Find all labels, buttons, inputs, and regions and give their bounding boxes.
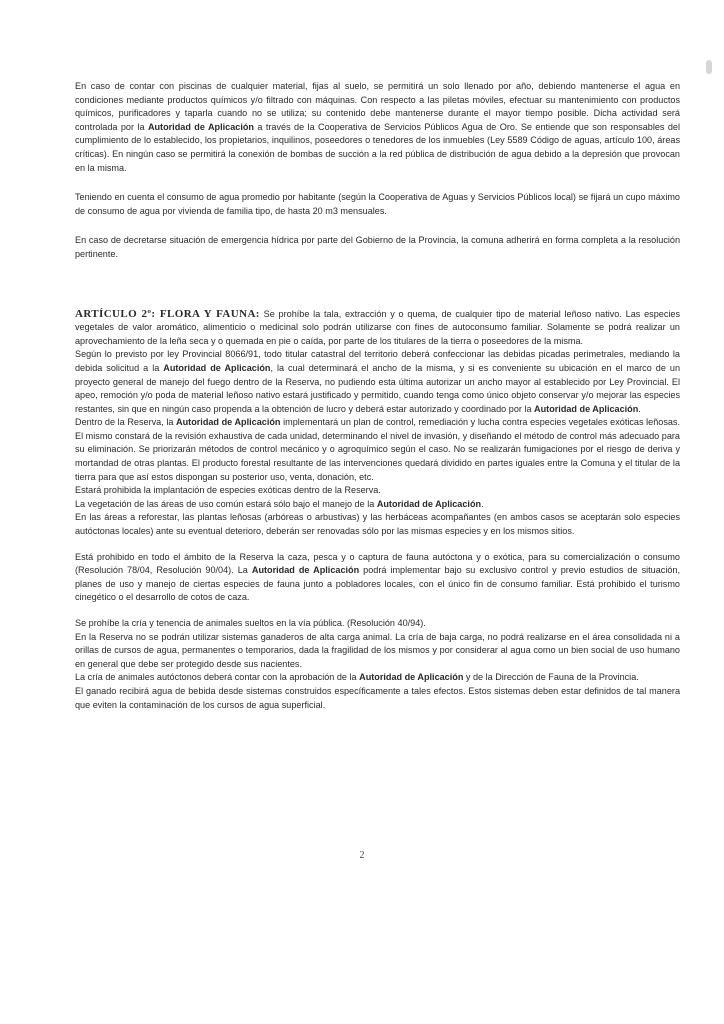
text-run: a través de la Cooperativa de Servicios Públicos Agua de Oro. Se entiende que son responsables del cumplimiento de lo establecido, los propietarios, inquilinos, poseedores o tenedores de los inmuebles (Ley 5589 Código de aguas, artículo 100, áreas críticas). En ningún caso se permitirá la conexión de bombas de succión a la red pública de distribución de agua debido a la depresión que provocan en la misma. — [75, 121, 681, 173]
bold-term: Autoridad de Aplicación — [376, 498, 482, 509]
paragraph-piscinas — [75, 80, 680, 175]
bold-term: Autoridad de Aplicación — [176, 417, 281, 428]
text-run: En la Reserva no se podrán utilizar sistemas ganaderos de alta carga animal. La cría de baja carga, no podrá realizarse en el área consolidada ni a orillas de cursos de agua, permanentes o temporarios, dada la fragilidad de los mismos y por considerar al agua como un bien social de uso humano en general que debe ser protegido desde sus nacientes. — [75, 631, 680, 669]
page-number: 2 — [359, 850, 365, 861]
text-run: La vegetación de las áreas de uso común estará sólo bajo el manejo de la — [75, 498, 377, 509]
text-run: y de la Dirección de Fauna de la Provincia. — [463, 672, 639, 683]
article-2-intro — [75, 308, 680, 349]
text-run: Teniendo en cuenta el consumo de agua promedio por habitante (según la Cooperativa de Aguas y Servicios Públicos local) se fijará un cupo máximo de consumo de agua por vivienda de familia tipo, de hasta 20 m3 mensuales. — [75, 192, 680, 216]
paragraph-fauna — [75, 551, 680, 605]
bold-term: Autoridad de Aplicación — [147, 121, 254, 132]
paragraph-picadas — [75, 348, 680, 416]
paragraph-uso-comun — [75, 498, 680, 512]
spacer — [75, 539, 680, 551]
document-body — [75, 80, 680, 712]
bold-term: Autoridad de Aplicación — [359, 672, 464, 683]
text-run: El ganado recibirá agua de bebida desde sistemas construidos específicamente a tales efectos. Estos sistemas deben estar definidos de tal manera que eviten la contaminación de los cursos de agua superficial. — [75, 685, 680, 710]
text-run: Está prohibido en todo el ámbito de la Reserva la caza, pesca y o captura de fauna autóctona y o exótica, para su comercialización o consumo (Resolución 78/04, Resolución 90/04). La — [75, 551, 680, 576]
scan-mark — [706, 60, 712, 74]
paragraph-consumo-agua — [75, 191, 680, 218]
text-run: En las áreas a reforestar, las plantas leñosas (arbóreas o arbustivas) y las herbáceas acompañantes (en ambos casos se aceptarán solo especies autóctonas locales) ante su eventual deterioro, deberán ser renovadas sólo por las mismas especies y en los mismos sitios. — [75, 512, 680, 537]
paragraph-animales-sueltos — [75, 617, 680, 631]
text-run: En caso de contar con piscinas de cualquier material, fijas al suelo, se permitirá un solo llenado por año, debiendo mantenerse el agua en condiciones mediante productos químicos y/o filtrado con máquinas. Con respecto a las piletas móviles, efectuar su mantenimiento con productos químicos, purificadores y taparla cuando no se utiliza; su contenido debe mantenerse durante el mayor tiempo posible. Dicha actividad será controlada por la — [75, 81, 680, 132]
text-run: Se prohíbe la tala, extracción y o quema, de cualquier tipo de material leñoso nativo. Las especies vegetales de valor aromático, alimenticio o medicinal solo podrán utilizarse con fines de autoconsumo familiar. Solamente se podrá realizar un aprovechamiento de la leña seca y o quemada en pie o caída, por parte de los titulares de la tierra o poseedores de la misma. — [75, 308, 680, 346]
text-run: . — [638, 403, 641, 414]
text-run: La cría de animales autóctonos deberá contar con la aprobación de la — [75, 672, 360, 683]
spacer — [75, 278, 680, 308]
article-heading: ARTÍCULO 2º: FLORA Y FAUNA: — [75, 307, 260, 320]
paragraph-agua-ganado — [75, 685, 680, 712]
text-run: Se prohíbe la cría y tenencia de animales sueltos en la vía pública. (Resolución 40/94). — [75, 618, 426, 628]
bold-term: Autoridad de Aplicación — [251, 565, 360, 576]
text-run: . — [481, 498, 484, 509]
text-run: , la cual determinará el ancho de la misma, y si es conveniente su ubicación en el marco de un proyecto general de manejo del fuego dentro de la Reserva, no pudiendo esta última autorizar un ancho mayor al establecido por Ley Provincial. El apeo, remoción y/o poda de material leñoso nativo estará justificado y permitido, cuando tenga como único objeto conservar y/o mejorar las especies restantes, sin que en ningún caso propenda a la obtención de lucro y deberá estar autorizado y coordinado por la — [75, 362, 681, 414]
paragraph-control-exoticas — [75, 416, 680, 484]
paragraph-reforestar — [75, 511, 680, 538]
paragraph-prohibicion-exoticas — [75, 484, 680, 498]
spacer — [75, 605, 680, 617]
text-run: Dentro de la Reserva, la — [75, 417, 177, 428]
paragraph-cria-autoctonos — [75, 671, 680, 685]
paragraph-emergencia-hidrica — [75, 234, 680, 261]
text-run: implementará un plan de control, remediación y lucha contra especies vegetales exóticas leñosas. El mismo constará de la revisión exhaustiva de cada unidad, determinando el nivel de invasión, y diseñando el método de control más adecuado para su eliminación. Se priorizarán métodos de control mecánico y o agroquímico según el caso. No se realizarán fumigaciones por el riesgo de deriva y mortandad de otras plantas. El producto forestal resultante de las intervenciones quedará dividido en partes iguales entre la Comuna y el titular de la tierra para que así estos dispongan su posterior uso, venta, donación, etc. — [75, 417, 680, 482]
paragraph-ganaderia — [75, 631, 680, 672]
text-run: podrá implementar bajo su exclusivo control y previo estudios de situación, planes de uso y manejo de ciertas especies de fauna junto a pobladores locales, con el único fin de consumo familiar. Está prohibido el turismo cinegético o el desarrollo de cotos de caza. — [75, 565, 680, 603]
text-run: Según lo previsto por ley Provincial 8066/91, todo titular catastral del territorio deberá confeccionar las debidas picadas perimetrales, mediando la debida solicitud a la — [75, 349, 680, 373]
bold-term: Autoridad de Aplicación — [534, 403, 639, 414]
text-run: En caso de decretarse situación de emergencia hídrica por parte del Gobierno de la Provincia, la comuna adherirá en forma completa a la resolución pertinente. — [75, 235, 680, 259]
bold-term: Autoridad de Aplicación — [163, 362, 271, 373]
text-run: Estará prohibida la implantación de especies exóticas dentro de la Reserva. — [75, 485, 381, 496]
